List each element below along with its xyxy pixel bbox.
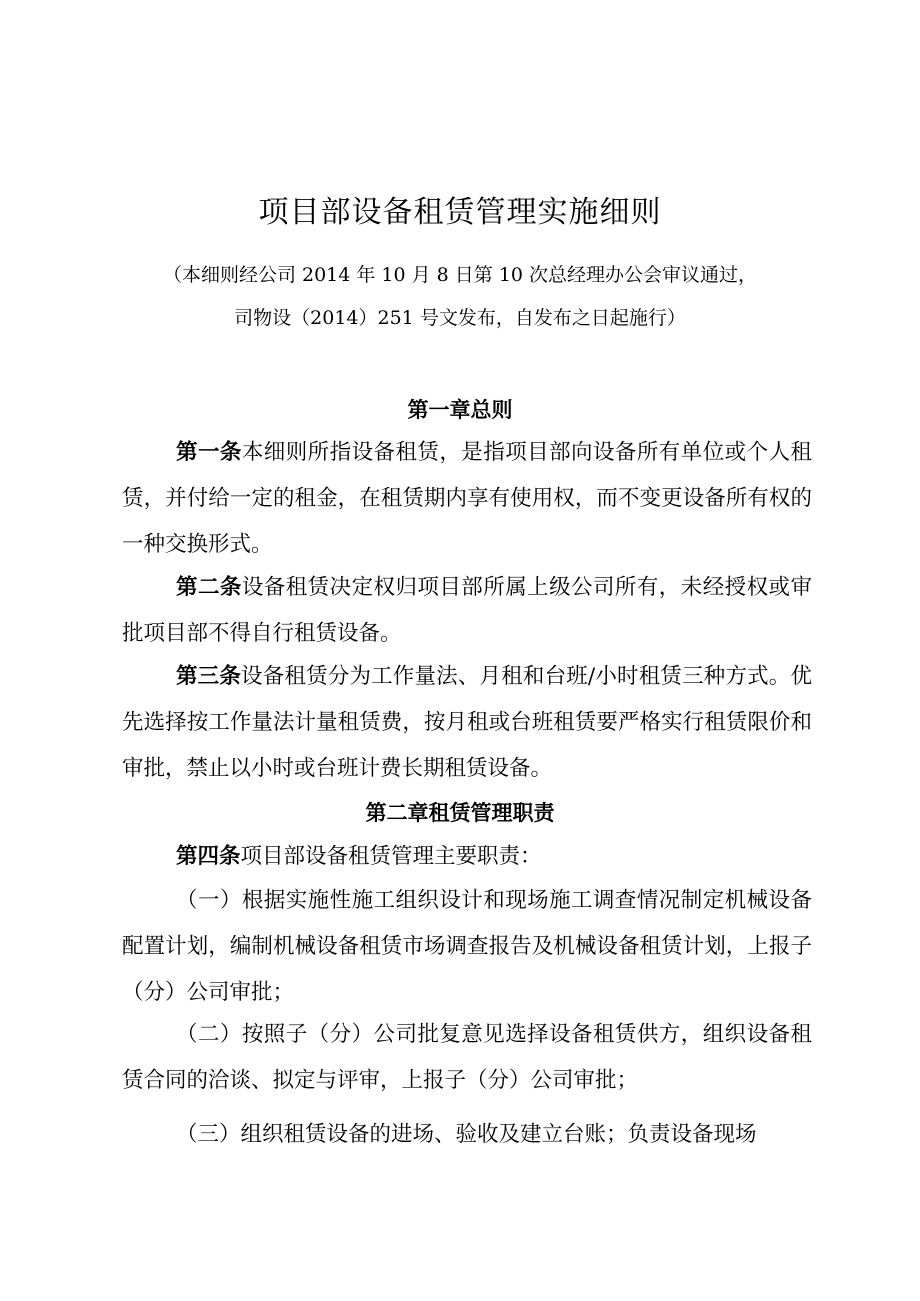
article-4-paragraph: [122, 834, 812, 880]
list-item-3: （三）组织租赁设备的进场、验收及建立台账；负责设备现场: [176, 1122, 757, 1147]
article-2-head: 第二条: [176, 575, 242, 600]
document-subtitle-line2: 司物设（2014）251 号文发布，自发布之日起施行）: [234, 307, 686, 329]
article-1-text: 本细则所指设备租赁，是指项目部向设备所有单位或个人租赁，并付给一定的租金，在租赁期内享有使用权，而不变更设备所有权的一种交换形式。: [122, 440, 812, 557]
chapter-1-heading: 第一章总则: [407, 397, 513, 422]
article-2-text: 设备租赁决定权归项目部所属上级公司所有，未经授权或审批项目部不得自行租赁设备。: [122, 575, 812, 646]
article-4-head: 第四条: [176, 844, 241, 869]
document-subtitle-line1: （本细则经公司 2014 年 10 月 8 日第 10 次总经理办公会审议通过，: [162, 264, 758, 286]
list-item-2: （二）按照子（分）公司批复意见选择设备租赁供方，组织设备租赁合同的洽谈、拟定与评审，上报子（分）公司审批；: [122, 1022, 812, 1093]
article-3-paragraph: [122, 654, 812, 792]
article-4-text: 项目部设备租赁管理主要职责：: [240, 844, 542, 869]
article-3-text: 设备租赁分为工作量法、月租和台班/小时租赁三种方式。优先选择按工作量法计量租赁费，按月租或台班租赁要严格实行租赁限价和审批，禁止以小时或台班计费长期租赁设备。: [122, 664, 812, 781]
article-1-paragraph: [122, 430, 812, 568]
article-2-paragraph: [122, 565, 812, 657]
article-1-head: 第一条: [176, 440, 242, 465]
document-title: 项目部设备租赁管理实施细则: [258, 195, 662, 230]
article-3-head: 第三条: [176, 664, 242, 689]
chapter-2-heading: 第二章租赁管理职责: [365, 800, 555, 825]
list-item-1: （一）根据实施性施工组织设计和现场施工调查情况制定机械设备配置计划，编制机械设备租赁市场调查报告及机械设备租赁计划，上报子（分）公司审批；: [122, 888, 812, 1005]
